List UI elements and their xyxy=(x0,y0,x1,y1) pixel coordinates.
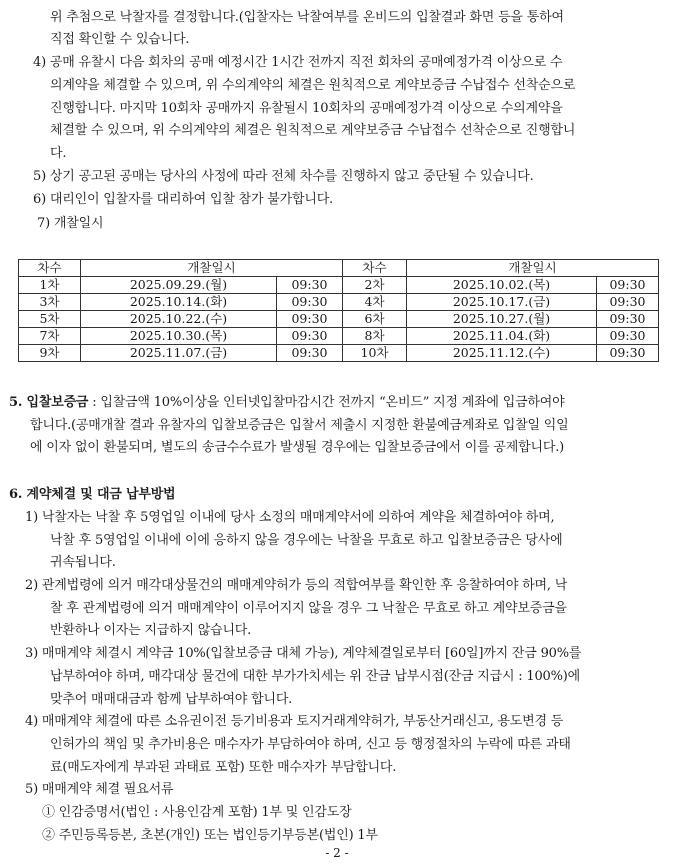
round-cell: 6차 xyxy=(343,311,407,328)
intro-line-2: 직접 확인할 수 있습니다. xyxy=(50,32,190,47)
round-cell: 1차 xyxy=(19,277,81,294)
round-cell: 2차 xyxy=(343,277,407,294)
time-cell: 09:30 xyxy=(597,311,659,328)
date-cell: 2025.11.12.(수) xyxy=(407,345,597,362)
date-cell: 2025.10.27.(월) xyxy=(407,311,597,328)
table-row xyxy=(19,345,659,362)
section-5-line-1 xyxy=(9,391,669,410)
section-5-line-3: 에 이자 없이 환불되며, 별도의 송금수수료가 발생될 경우에는 입찰보증금에서 이를 공제합니다.) xyxy=(30,440,565,455)
time-cell: 09:30 xyxy=(597,345,659,362)
round-cell: 5차 xyxy=(19,311,81,328)
header-datetime: 개찰일시 xyxy=(81,260,343,277)
section-6-item-1-line-3: 귀속됩니다. xyxy=(50,555,116,570)
time-cell: 09:30 xyxy=(597,277,659,294)
section-6-title: 6. 계약체결 및 대금 납부방법 xyxy=(9,487,176,502)
section-6-item-4-line-1: 4) 매매계약 체결에 따른 소유권이전 등기비용과 토지거래계약허가, 부동산거래신고, 용도변경 등 xyxy=(25,714,564,729)
time-cell: 09:30 xyxy=(597,328,659,345)
section-6-item-3-line-2: 납부하여야 하며, 매각대상 물건에 대한 부가가치세는 위 잔금 납부시점(잔금 지급시 : 100%)에 xyxy=(50,669,581,684)
section-6-item-4-line-2: 인허가의 책임 및 추가비용은 매수자가 부담하여야 하며, 신고 등 행정절차의 누락에 따른 과태 xyxy=(50,737,571,752)
round-cell: 7차 xyxy=(19,328,81,345)
item-6: 6) 대리인이 입찰자를 대리하여 입찰 참가 불가합니다. xyxy=(33,192,333,207)
date-cell: 2025.09.29.(월) xyxy=(81,277,277,294)
table-row xyxy=(19,328,659,345)
section-5-text: : 입찰금액 10%이상을 인터넷입찰마감시간 전까지 “온비드” 지정 계좌에 입금하여야 xyxy=(88,395,565,410)
time-cell: 09:30 xyxy=(277,345,343,362)
table-header-row xyxy=(19,260,659,277)
required-document-1: ① 인감증명서(법인 : 사용인감계 포함) 1부 및 인감도장 xyxy=(42,805,352,820)
table-row xyxy=(19,277,659,294)
time-cell: 09:30 xyxy=(277,311,343,328)
section-5-line-2: 합니다.(공매개찰 결과 유찰자의 입찰보증금은 입찰서 제출시 지정한 환불예금계좌로 입찰일 익일 xyxy=(30,418,569,433)
item-4-line-4: 체결할 수 있으며, 위 수의계약의 체결은 원칙적으로 계약보증금 수납접수 선착순으로 진행합니 xyxy=(50,123,576,138)
item-4-line-3: 진행합니다. 마지막 10회차 공매까지 유찰될시 10회차의 공매예정가격 이상으로 수의계약을 xyxy=(50,101,563,116)
round-cell: 4차 xyxy=(343,294,407,311)
round-cell: 3차 xyxy=(19,294,81,311)
date-cell: 2025.10.17.(금) xyxy=(407,294,597,311)
page-number: - 2 - xyxy=(325,846,349,860)
section-6-item-5: 5) 매매계약 체결 필요서류 xyxy=(25,782,174,797)
date-cell: 2025.10.02.(목) xyxy=(407,277,597,294)
section-6-item-3-line-3: 맞추어 매매대금과 함께 납부하여야 합니다. xyxy=(50,692,293,707)
header-datetime: 개찰일시 xyxy=(407,260,659,277)
table-row xyxy=(19,311,659,328)
item-4-line-5: 다. xyxy=(50,146,67,161)
required-document-2: ② 주민등록등본, 초본(개인) 또는 법인등기부등본(법인) 1부 xyxy=(42,828,378,843)
date-cell: 2025.10.14.(화) xyxy=(81,294,277,311)
item-4-line-1: 4) 공매 유찰시 다음 회차의 공매 예정시간 1시간 전까지 직전 회차의 공매예정가격 이상으로 수 xyxy=(33,55,563,70)
time-cell: 09:30 xyxy=(277,294,343,311)
time-cell: 09:30 xyxy=(277,328,343,345)
item-5: 5) 상기 공고된 공매는 당사의 사정에 따라 전체 차수를 진행하지 않고 중단될 수 있습니다. xyxy=(33,169,534,184)
time-cell: 09:30 xyxy=(277,277,343,294)
time-cell: 09:30 xyxy=(597,294,659,311)
item-7: 7) 개찰일시 xyxy=(37,216,104,231)
date-cell: 2025.11.07.(금) xyxy=(81,345,277,362)
section-6-item-2-line-2: 찰 후 관계법령에 의거 매매계약이 이루어지지 않을 경우 그 낙찰은 무효로 하고 계약보증금을 xyxy=(50,601,567,616)
date-cell: 2025.10.22.(수) xyxy=(81,311,277,328)
header-round: 차수 xyxy=(19,260,81,277)
round-cell: 9차 xyxy=(19,345,81,362)
date-cell: 2025.10.30.(목) xyxy=(81,328,277,345)
section-6-item-3-line-1: 3) 매매계약 체결시 계약금 10%(입찰보증금 대체 가능), 계약체결일로부터 [60일]까지 잔금 90%를 xyxy=(25,646,582,661)
item-4-line-2: 의계약을 체결할 수 있으며, 위 수의계약의 체결은 원칙적으로 계약보증금 수납접수 선착순으로 xyxy=(50,78,576,93)
section-6-item-2-line-3: 반환하나 이자는 지급하지 않습니다. xyxy=(50,623,252,638)
round-cell: 10차 xyxy=(343,345,407,362)
opening-schedule-table xyxy=(18,259,659,362)
section-6-item-4-line-3: 료(매도자에게 부과된 과태료 포함) 또한 매수자가 부담합니다. xyxy=(50,760,397,775)
intro-line-1: 위 추첨으로 낙찰자를 결정합니다.(입찰자는 낙찰여부를 온비드의 입찰결과 화면 등을 통하여 xyxy=(50,10,564,25)
section-6-item-1-line-2: 낙찰 후 5영업일 이내에 이에 응하지 않을 경우에는 낙찰을 무효로 하고 입찰보증금은 당사에 xyxy=(50,533,563,548)
section-6-item-1-line-1: 1) 낙찰자는 낙찰 후 5영업일 이내에 당사 소정의 매매계약서에 의하여 계약을 체결하여야 하며, xyxy=(25,510,555,525)
round-cell: 8차 xyxy=(343,328,407,345)
section-5-title: 5. 입찰보증금 xyxy=(9,395,89,410)
section-6-item-2-line-1: 2) 관계법령에 의거 매각대상물건의 매매계약허가 등의 적합여부를 확인한 후 응찰하여야 하며, 낙 xyxy=(25,578,568,593)
header-round: 차수 xyxy=(343,260,407,277)
date-cell: 2025.11.04.(화) xyxy=(407,328,597,345)
table-row xyxy=(19,294,659,311)
